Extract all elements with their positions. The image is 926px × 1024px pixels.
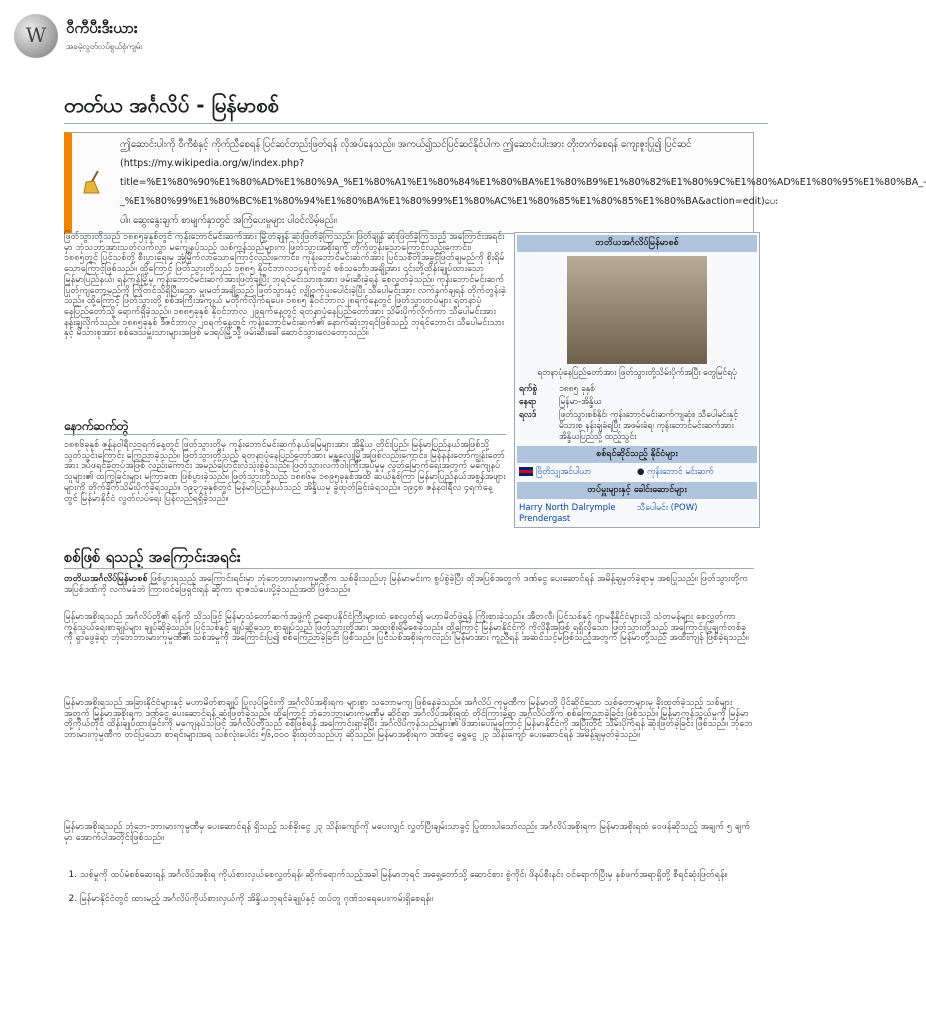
commanders-row xyxy=(515,501,759,527)
section-heading-causes: စစ်ဖြစ် ရသည့် အကြောင်းအရင်း xyxy=(64,548,241,566)
infobox-row-place xyxy=(515,396,759,409)
section-divider xyxy=(64,434,506,435)
bold-article-name: တတိယအင်္ဂလိပ်မြန်မာစစ် xyxy=(64,574,148,584)
causes-paragraph-2: မြန်မာအစိုးရသည် အင်္ဂလိပ်တို့၏ ရန်ကို သိသဖြင့် မြန်မာ့သံတော်ဆက်အဖွဲ့ကို ဥရောပနိုင်ငံကြီးများထံ စေလွှတ်၍ မဟာမိတ်ဖွဲ့ရန် ကြိုးစားခဲ့သည်။ အီတလီ၊ ပြင်သစ်နှင့် ဂျာမနီနိုင်ငံများသို့ သံတမန်များ စေလွှတ်ကာ ကုန်သွယ်ရေးစာချုပ်များ ချုပ်ဆိုခဲ့သည်။ ပြင်သစ်နှင့် ချုပ်ဆိုသော စာချုပ်သည် ဖြတ်သွားတို့အား အထူးစိုးရိမ်စေခဲ့သည်။ ထို့ကြောင့် မြန်မာနိုင်ငံကို ကိုလိုနီအဖြစ် ရရှိလိုသော ဖြတ်သွားတို့သည် အကြောင်းပြချက်တစ်ခုကို ရှာဖွေခဲ့ရာ ဘုံဘေဘားမားကုမ္ပဏီ၏ သစ်အမှုကို အကြောင်းပြ၍ စစ်ကြေညာခဲ့ခြင်း ဖြစ်သည်။ ပြင်သစ်အစိုးရကလည်း မြန်မာအား ကူညီရန် အဆင်သင့်မဖြစ်သည့်အတွက် မြန်မာတို့သည် အထီးကျန် ဖြစ်ခဲ့ရသည်။ xyxy=(64,612,749,644)
wikipedia-globe-icon xyxy=(14,14,58,58)
belligerent-b[interactable] xyxy=(637,467,755,478)
causes-text-1: ဖြစ်ပွားရသည့် အကြောင်းရင်းမှာ ဘုံဘေဘားမားကုမ္ပဏီက သစ်ခိုးသည်ဟု မြန်မာမင်းက စွပ်စွဲခဲ့ပြီး ထိုအပြစ်အတွက် ဒဏ်ငွေ ပေးဆောင်ရန် အမိန့်ချမှတ်ခဲ့ရာမှ အစပြုသည်။ ဖြတ်သွားတို့က အပြစ်ဒဏ်ကို လက်မခံဘဲ ကြားဝင်ဖြေရှင်းရန် ဆိုကာ ရာဇသံပေးပို့ခဲ့သည်အထိ ဖြစ်သည်။ xyxy=(64,574,749,595)
uk-flag-icon xyxy=(519,467,533,476)
infobox-row-date xyxy=(515,383,759,396)
section-divider xyxy=(64,568,754,569)
causes-paragraph-1 xyxy=(64,574,754,595)
place-value: မြန်မာ-အိန္ဒိယ xyxy=(559,397,602,407)
commander-prendergast[interactable]: Prendergast xyxy=(519,514,571,524)
list-item: 2. မြန်မာနိုင်ငံတွင် ထားမည့် အင်္ဂလိပ်ကိုယ်စားလှယ်ကို အိန္ဒိယဘုရင်ခံချုပ်နှင့် ထပ်တူ ဂုဏ်သရေပေးကမ်းရှိစေရန်။ xyxy=(80,890,754,908)
infobox-photo[interactable] xyxy=(567,256,707,364)
causes-paragraph-4: မြန်မာအစိုးရသည် ဘုံဘေ-ဘားမားကုမ္ပဏီမှ ပေးဆောင်ရန် ရှိသည့် သစ်ခိုးငွေ ၂၃ သိန်းကျော်ကို မပေးလျှင် လွှတ်ပြီးချမ်းသာခွင့် ပြုထားပါသော်လည်း အင်္ဂလိပ်အစိုးရက မြန်မာအစိုးရထံ ဝေဖန်ဆိုသည့် အချက် ၅ ချက်မှာ အောက်ပါအတိုင်းဖြစ်သည်။ xyxy=(64,822,751,843)
cleanup-notice xyxy=(64,132,926,234)
date-label: ရက်စွဲ xyxy=(519,384,537,394)
aftermath-paragraph: ၁၈၈၆ခုနှစ် ဇန်နဝါရီလ၁ရက်နေ့တွင် ဖြတ်သွားတို့မှ ကုန်းဘောင်မင်းဆက်နယ်မြေများအား အိန္ဒိယ တိုင်းပြည်၊ မြန်မာပြည်နယ်အဖြစ်သို့ သွတ်သွင်းကြောင်း ကြေညာခဲ့သည်။ ဖြတ်သွားတို့သည် ရတနာပုံနေပြည်တော်အား မန္တလေးမြို့အဖြစ်လည်းကောင်း၊ မြန်နန်းတော်ကျွန်းတော်အား ဒပ်ဖရင်ခံတပ်အဖြစ် လည်းကောင်း အမည်ပြောင်းလဲသုံးစွဲခဲ့သည်။ ဖြတ်သွားလက်ဝါးကြီးအုပ်မှုမှ လွတ်မြောက်ရေးအတွက် မကျေနပ်သူများ၏ ထကြွခြင်းများ မကြာခဏ ဖြစ်ပွားခဲ့သည်။ ဖြတ်သွားတို့သည် ၁၈၈၆မှ ၁၈၉၅ခုနှစ်အထိ ဆယ်နှစ်ကြာ မြန်မာပြည်နယ်အစွန်အဖျားများကို တိုက်ခိုက်သိမ်းပိုက်ခဲ့ရသည်။ ၁၉၃၇ခုနှစ်တွင် မြန်မာပြည်နယ်သည် အိန္ဒိယမှ ခွဲထုတ်ခြင်းခံရသည်။ ၁၉၄၈ ဇန်နဝါရီလ ၄ရက်နေ့တွင် မြန်မာနိုင်ငံ လွတ်လပ်ရေး ပြန်လည်ရရှိခဲ့သည်။ xyxy=(64,440,506,504)
site-tagline: အခမဲ့လွတ်လပ်စွယ်စုံကျမ်း xyxy=(66,42,143,51)
site-logo[interactable] xyxy=(14,14,142,58)
belligerent-a-label[interactable]: ဗြိတိသျှအင်ပါယာ xyxy=(536,467,592,477)
commander-thibaw[interactable]: သီပေါမင်း (POW) xyxy=(637,503,698,513)
list-item: 1. သစ်မှုကို ထပ်မံစစ်ဆေးရန် အင်္ဂလိပ်အစိုးရ ကိုယ်စားလှယ်စေလွှတ်ရန်၊ ဆိုက်ရောက်သည့်အခါ မြန်မာဘုရင် အရှေ့တော်သို့ ဆောင်စား စွဲကိုင်၊ ဖိနပ်စီးနင်း ဝင်ရောက်ပြီးမှ နှစ်ဖက်အရာရှိတို့ စီရင်ဆုံးဖြတ်ရန်။ xyxy=(80,866,754,884)
date-value: ၁၈၈၅ ခုနှစ် xyxy=(559,384,595,394)
belligerent-a[interactable] xyxy=(519,467,637,478)
notice-text: ဤဆောင်းပါးကို ဝီကီစံနှင့် ကိုက်ညီစေရန် ပြင်ဆင်တည်းဖြတ်ရန် လိုအပ်နေသည်။ အကယ်၍သင်ပြင်ဆင်နိုင်ပါက ဤဆောင်းပါးအား တိုးတက်စေရန် ကျေးဇူးပြု၍ ပြင်ဆင် (https://my.wikipedia.org/w/index.php?title=%E1%80%90%E1%80%AD%E1%80%9A_%E1%80%A1%E1%80%84%E1%80%BA%E1%80%B9%E1%80%82%E1%80%9C%E1%80%AD%E1%80%95%E1%80%BA_-_%E1%80%99%E1%80%BC%E1%80%94%E1%80%BA%E1%80%99%E1%80%AC%E1%80%85%E1%80%85%E1%80%BA&action=edit)ပေးပါ။ ဆွေးနွေးချက် စာမျက်နှာတွင် အကြံပေးမှုများ ပါဝင်လိမ့်မည်။ xyxy=(120,139,926,226)
title-divider xyxy=(64,123,768,124)
demands-list xyxy=(64,866,754,908)
infobox-row-result xyxy=(515,409,759,444)
broom-icon xyxy=(82,169,104,195)
page-title: တတ်ယ အင်္ဂလိပ် - မြန်မာစစ် xyxy=(64,93,279,117)
belligerents-header: စစ်ရင်ဆိုင်သည့် နိုင်ငံများ xyxy=(517,446,757,463)
intro-paragraph: ဖြတ်သွားတို့သည် ၁၈၈၅ခုနှစ်တွင် ကုန်းဘောင်မင်းဆက်အား မြို့တံချုန် ဆုံးဖြတ်ခဲ့ကြသည်။ ဖြတ်ချုန် ဆုံးဖြတ်ခဲ့ကြသည့် အကြောင်းအရင်းမှာ ဘုံသဘာအားသတ်လက်လွှာ မကျေနပ်သည့် သစ်ကုန်သည်များက ဖြတ်သွားအစိုးရကို တိုက်တွန်းသောကြောင့်လည်းကောင်း၊ ၁၈၈၅တွင် ပြင်သစ်တို့ စီးပွားရေးမှ အုံ့မြိုက်လာသောကြောင့်လည်းကောင်း၊ ကုန်းဘောင်မင်းဆက်အား ပြင်သစ်တို့အခွင့်ဖြတ်ချမည်ကို စိုးရိမ်သောကြောင့်ဖြစ်သည်။ ထို့ကြောင့် ဖြတ်သွားတို့သည် ၁၈၈၅ နိုဝင်ဘာလ၁၄ရက်တွင် စစ်သင်္ဘောအချို့အား ၎င်းတို့ထိန်းချုပ်ထားသော မြန်မာပြည်နယ်၊ ရန်ကုန်မြို့မှ ကုန်းဘောင်မင်းဆက်အားဖြတ်ချပြီး ဘုရင်မင်းသားစုအား ဖမ်းဆီးခဲ့ရန် စေလွှတ်ခဲ့သည်။ ကုန်းဘောင်မင်းဆက်ပြုတ်ကျတော့မည်ကို ကြိုတင်သိရှိပြီးသော မှူးမတ်အချို့သည် ဖြတ်သွားနှင့် လျှို့ဝှက်ပူးပေါင်းခဲ့ပြီး သီပေါမင်းအား လက်နက်ချရန် တိုက်တွန်းခဲ့သည်။ ထို့ကြောင့် ဖြတ်သွားတို့ စစ်အကြီးအကျယ် မတိုက်လိုက်ရပေ။ ၁၈၈၅ နိုဝင်ဘာလ၂၈ရက်နေ့တွင် ဖြတ်သွားတပ်များ ရတနာပုံနေပြည်တော်သို့ ရောက်ရှိခဲ့သည်။ ၁၈၈၅ခုနှစ် နိုဝင်ဘာလ ၂၉ရက်နေ့တွင် ရတနာပုံနေပြည်တော်အား သိမ်းပိုက်လိုက်ကာ သီပေါမင်းအား နန်းချလိုက်သည်။ ၁၈၈၅ခုနှစ် ဒီဇင်ဘာလ ၂၀ရက်နေ့တွင် ကုန်းဘောင်မင်းဆက်၏ နောက်ဆုံးဘုရင်ဖြစ်သည့် ဘုရင်ဘောင်း သီပေါမင်းသားနှင့် မိသားစုအား စစ်ဒေသမှူးသားများအဖြစ် မဒရပ်မြို့သို့ ဖမ်းဆီးခေါ်ဆောင်သွားလေတော့သည်။ xyxy=(64,232,506,339)
bullet-icon xyxy=(637,467,647,477)
belligerents-row xyxy=(515,465,759,480)
infobox xyxy=(514,232,760,528)
demands-list-container xyxy=(64,866,754,914)
place-label: နေရာ xyxy=(519,397,537,407)
commander-dalrymple[interactable]: Harry North Dalrymple xyxy=(519,503,616,513)
commanders-header: တပ်မှူးများနှင့် ခေါင်းဆောင်များ xyxy=(517,482,757,499)
infobox-title: တတိယအင်္ဂလိပ်မြန်မာစစ် xyxy=(517,235,757,252)
infobox-caption: ရတနာပုံနေပြည်တော်အား ဖြတ်သွားတို့သိမ်းပိုက်အပြီး တွေမြင်ရပုံ xyxy=(537,368,737,378)
result-label: ရလဒ် xyxy=(519,410,537,420)
site-name: ဝီကီပီးဒီးယား xyxy=(66,19,138,37)
section-heading-aftermath: နောက်ဆက်တွဲ xyxy=(64,419,129,433)
result-value: ဖြတ်သွားစစ်နိုင်၊ ကုန်းဘောင်မင်းဆက်ကျဆုံး၊ သီပေါမင်းနှင့် မိသားစု နန်းချခံရပြီး အဖမ်းခံရ၊ ကုန်းဘောင်မင်းဆက်အား အိန္ဒိယပြည်သို့ ထည့်သွင်း xyxy=(559,410,739,442)
causes-paragraph-3: မြန်မာအစိုးရသည် အခြားနိုင်ငံများနှင့် မဟာမိတ်စာချုပ် ပြုလုပ်ခြင်းကို အင်္ဂလိပ်အစိုးရက များစွာ သဘောမကျ ဖြစ်နေခဲ့သည်။ အင်္ဂလိပ် ကုမ္ပဏီက မြန်မာတို့ ပိုင်ဆိုင်သော သစ်တောများမှ ခိုးထုတ်ခဲ့သည့် သစ်များအတွက် မြန်မာအစိုးရက ဒဏ်ငွေ ပေးဆောင်ရန် ဆုံးဖြတ်ခဲ့သည်။ ထို့ကြောင့် ဘုံဘေဘားမားကုမ္ပဏီမှ ဆိုင်ရာ အင်္ဂလိပ်အစိုးရထံ တိုင်ကြားခဲ့ရာ အင်္ဂလိပ်တို့က စစ်ကြေညာခဲ့ခြင်း ဖြစ်သည်။ မြန်မာ့ကုန်သွယ်မှုကို မြန်မာတို့ကိုယ်တိုင် ထိန်းချုပ်ထားခြင်းကို မကျေနပ်သဖြင့် အင်္ဂလိပ်တို့သည် စစ်ဖြစ်ရန် အကြောင်းရှာခဲ့ပြီး အင်္ဂလိပ်ကုန်သည်များ၏ ဖိအားပေးမှုကြောင့် မြန်မာနိုင်ငံကို အပြီးတိုင် သိမ်းပိုက်ရန် ဆုံးဖြတ်ခဲ့ခြင်း ဖြစ်သည်။ ဘုံဘေဘားမားကုမ္ပဏီက တင်ပြသော စာရင်းများအရ သစ်လုံးပေါင်း ၅၆,၀၀၀ ခိုးထုတ်သည်ဟု ဆိုသည်။ မြန်မာအစိုးရက ဒဏ်ငွေ ရွှေငွေ ၂၃ သိန်းကျော် ပေးဆောင်ရန် အမိန့်ချမှတ်ခဲ့သည်။ xyxy=(64,698,753,741)
belligerent-b-label[interactable]: ကုန်းဘောင် မင်းဆက် xyxy=(647,467,714,477)
